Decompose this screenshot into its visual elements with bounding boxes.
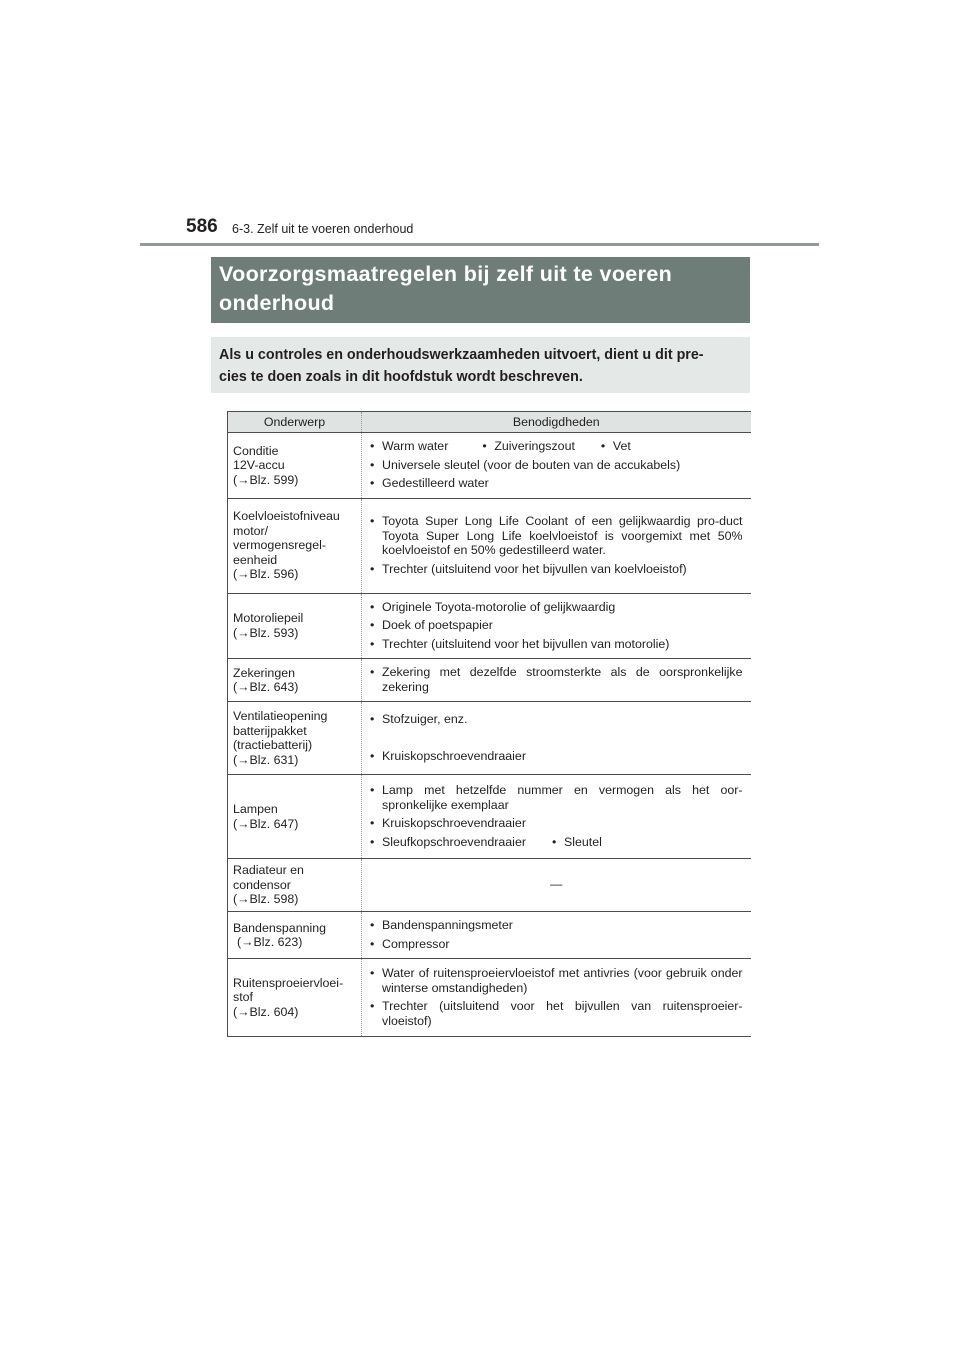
subject-line: (→Blz. 593): [233, 625, 299, 640]
list-item: • Originele Toyota-motorolie of gelijkwaardig: [370, 600, 743, 615]
column-header-equipment: Benodigdheden: [362, 412, 751, 433]
row-equipment: [362, 433, 751, 499]
inline-item-group: [370, 439, 743, 454]
subject-line: (→Blz. 598): [233, 892, 299, 907]
table-row: [228, 498, 751, 593]
inline-item-group: [370, 835, 743, 850]
page-title-line: onderhoud: [219, 291, 335, 315]
row-equipment: [362, 659, 751, 702]
table-row: [228, 775, 751, 859]
equipment-table: [227, 411, 751, 1037]
row-subject: [228, 433, 362, 499]
list-item: • Kruiskopschroevendraaier: [370, 816, 743, 831]
row-subject: [228, 959, 362, 1037]
subject-line: (→Blz. 623): [237, 935, 303, 949]
table-row: [228, 702, 751, 775]
subject-line: motor/: [233, 523, 269, 538]
row-subject: [228, 775, 362, 859]
page-number: 586: [186, 216, 218, 237]
column-header-subject: Onderwerp: [228, 412, 362, 433]
row-equipment: [362, 859, 751, 912]
subject-line: (→Blz. 631): [233, 752, 299, 767]
subject-line: Motoroliepeil: [233, 611, 304, 626]
subject-line: Ruitensproeiervloei-: [233, 975, 344, 990]
row-equipment: [362, 702, 751, 775]
table-row: [228, 593, 751, 659]
intro-line: Als u controles en onderhoudswerkzaamheden uitvoert, dient u dit pre-: [219, 347, 704, 363]
list-item: • Trechter (uitsluitend voor het bijvullen van motorolie): [370, 637, 743, 652]
list-item: • Sleutel: [552, 835, 602, 850]
list-item: • Universele sleutel (voor de bouten van de accukabels): [370, 458, 743, 473]
table-header-row: [228, 412, 751, 433]
table-row: [228, 433, 751, 499]
list-item: • Kruiskopschroevendraaier: [370, 749, 743, 764]
row-subject: [228, 498, 362, 593]
subject-line: Bandenspanning: [233, 920, 327, 935]
table-row: [228, 659, 751, 702]
subject-line: condensor: [233, 877, 291, 892]
list-item: • Trechter (uitsluitend voor het bijvullen van koelvloeistof): [370, 562, 743, 577]
row-equipment: [362, 959, 751, 1037]
subject-line: eenheid: [233, 552, 278, 567]
table-row: [228, 859, 751, 912]
page-title-line: Voorzorgsmaatregelen bij zelf uit te voeren: [219, 262, 673, 286]
subject-line: Radiateur en: [233, 863, 304, 878]
subject-line: 12V-accu: [233, 458, 285, 472]
subject-line: Koelvloeistofniveau: [233, 509, 340, 524]
list-item: • Bandenspanningsmeter: [370, 918, 743, 933]
table-row: [228, 912, 751, 959]
subject-line: Zekeringen: [233, 665, 295, 680]
subject-line: batterijpakket: [233, 723, 307, 738]
intro-note: [211, 337, 750, 393]
intro-line: cies te doen zoals in dit hoofdstuk wordt beschreven.: [219, 369, 583, 385]
subject-line: (→Blz. 604): [233, 1004, 299, 1019]
list-item: • Zekering met dezelfde stroomsterkte als de oorspronkelijke zekering: [370, 665, 743, 694]
table-row: [228, 959, 751, 1037]
subject-line: Conditie: [233, 443, 279, 458]
list-item: • Doek of poetspapier: [370, 618, 743, 633]
header-rule: [140, 243, 819, 246]
list-item: • Zuiveringszout: [482, 439, 575, 454]
subject-line: (→Blz. 643): [233, 680, 299, 694]
row-equipment: [362, 912, 751, 959]
list-item: • Warm water: [370, 439, 448, 454]
row-equipment: [362, 593, 751, 659]
list-item: • Water of ruitensproeiervloeistof met antivries (voor gebruik onder winterse omstandigheden): [370, 966, 743, 995]
list-item: • Lamp met hetzelfde nummer en vermogen als het oor-spronkelijke exemplaar: [370, 783, 743, 812]
list-item: • Vet: [601, 439, 631, 454]
page-title: [211, 257, 750, 323]
list-item: • Compressor: [370, 937, 743, 952]
subject-line: stof: [233, 990, 253, 1005]
subject-line: (→Blz. 596): [233, 567, 299, 582]
row-subject: [228, 912, 362, 959]
list-item: • Stofzuiger, enz.: [370, 712, 743, 727]
row-subject: [228, 593, 362, 659]
subject-line: (tractiebatterij): [233, 738, 313, 752]
subject-line: (→Blz. 647): [233, 816, 299, 831]
row-subject: [228, 702, 362, 775]
subject-line: (→Blz. 599): [233, 472, 299, 487]
section-reference: 6-3. Zelf uit te voeren onderhoud: [232, 222, 414, 236]
row-equipment: [362, 498, 751, 593]
subject-line: Lampen: [233, 802, 278, 816]
row-subject: [228, 859, 362, 912]
list-item: • Sleufkopschroevendraaier: [370, 835, 526, 850]
no-equipment-dash: —: [550, 877, 563, 892]
subject-line: Ventilatieopening: [233, 709, 328, 723]
row-subject: [228, 659, 362, 702]
row-equipment: [362, 775, 751, 859]
subject-line: vermogensregel-: [233, 538, 326, 553]
list-item: • Gedestilleerd water: [370, 476, 743, 491]
list-item: • Trechter (uitsluitend voor het bijvullen van ruitensproeier-vloeistof): [370, 999, 743, 1028]
list-item: • Toyota Super Long Life Coolant of een gelijkwaardig pro-duct Toyota Super Long Life koelvloeistof is voorgemixt met 50% koelvloeistof en 50% gedestilleerd water.: [370, 514, 743, 558]
